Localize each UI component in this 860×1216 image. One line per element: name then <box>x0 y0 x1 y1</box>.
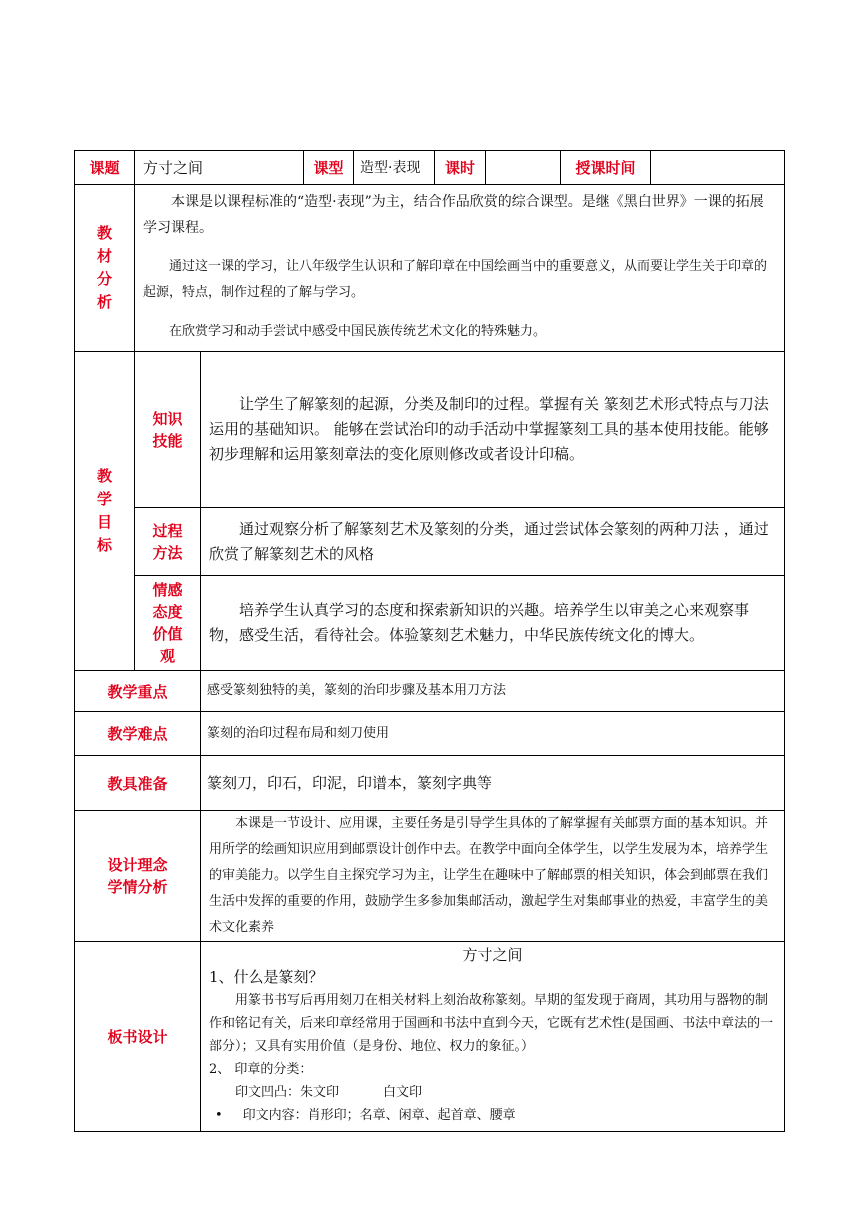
emotion-label-line: 观 <box>159 647 175 665</box>
board-paragraph-1: 用篆书书写后再用刻刀在相关材料上刻治故称篆刻。早期的玺发现于商周，其功用与器物的制作和铭记有关，后来印章经常用于国画和书法中直到今天，它既有艺术性(是国画、书法中章法的一部分）；又具有实用价值（是身份、地位、权力的象征。） <box>209 993 774 1054</box>
objective-emotion-row <box>75 576 785 671</box>
objectives-label-char: 教 <box>96 467 112 485</box>
tools-row <box>75 756 785 811</box>
knowledge-label <box>135 352 201 508</box>
knowledge-text-cell <box>201 352 785 508</box>
board-white-seal: 白文印 <box>383 1085 423 1100</box>
emotion-text: 培养学生认真学习的态度和探索新知识的兴趣。培养学生以审美之心来观察事物，感受生活，看待社会。体验篆刻艺术魅力，中华民族传统文化的博大。 <box>209 601 750 644</box>
process-label-line: 方法 <box>152 543 183 562</box>
board-relief-type: 印文凹凸：朱文印 <box>235 1085 340 1100</box>
board-row <box>75 942 785 1132</box>
difficulties-row <box>75 712 785 756</box>
lesson-plan-table <box>74 150 785 1132</box>
hours-value <box>486 151 561 185</box>
type-value: 造型·表现 <box>354 151 435 185</box>
lesson-plan-document <box>74 150 784 1132</box>
board-content-line <box>209 1104 776 1127</box>
key-points-row <box>75 671 785 712</box>
objective-knowledge-row <box>75 352 785 508</box>
header-row <box>75 151 785 185</box>
bullet-icon: • <box>215 1108 223 1123</box>
board-title: 方寸之间 <box>462 946 523 964</box>
topic-label: 课题 <box>75 151 135 185</box>
type-label: 课型 <box>304 151 354 185</box>
tools-text: 篆刻刀，印石，印泥，印谱本，篆刻字典等 <box>201 756 785 811</box>
analysis-label-char: 教 <box>96 224 112 242</box>
board-label: 板书设计 <box>75 942 201 1132</box>
topic-value: 方寸之间 <box>135 151 304 185</box>
time-label: 授课时间 <box>561 151 651 185</box>
knowledge-label-line: 技能 <box>152 431 183 450</box>
emotion-label-line: 情感 <box>152 581 183 599</box>
key-points-label: 教学重点 <box>75 671 201 712</box>
tools-label: 教具准备 <box>75 756 201 811</box>
design-row <box>75 811 785 942</box>
knowledge-label-line: 知识 <box>152 409 183 428</box>
objective-process-row <box>75 508 785 576</box>
analysis-label-char: 材 <box>96 247 112 265</box>
knowledge-text: 让学生了解篆刻的起源，分类及制印的过程。掌握有关 篆刻艺术形式特点与刀法运用的基础知识。 能够在尝试治印的动手活动中掌握篆刻工具的基本使用技能。能够初步理解和运用篆刻章法的变化原则修改或者设计印稿。 <box>209 395 769 463</box>
key-points-text: 感受篆刻独特的美，篆刻的治印步骤及基本用刀方法 <box>201 671 785 712</box>
difficulties-label: 教学难点 <box>75 712 201 756</box>
analysis-label-char: 分 <box>96 270 112 288</box>
analysis-paragraph: 通过这一课的学习，让八年级学生认识和了解印章在中国绘画当中的重要意义，从而要让学生关于印章的起源，特点，制作过程的了解与学习。 <box>143 259 768 300</box>
design-text: 本课是一节设计、应用课，主要任务是引导学生具体的了解掌握有关邮票方面的基本知识。并用所学的绘画知识应用到邮票设计创作中去。在教学中面向全体学生，以学生发展为本，培养学生的审美能力。以学生自主探究学习为主，让学生在趣味中了解邮票的相关知识，体会到邮票在我们生活中发挥的重要的作用，鼓励学生多参加集邮活动，激起学生对集邮事业的热爱，丰富学生的美术文化素养 <box>209 816 769 935</box>
time-value <box>651 151 785 185</box>
emotion-label <box>135 576 201 671</box>
objectives-label-char: 目 <box>96 513 112 531</box>
analysis-row <box>75 185 785 352</box>
objectives-label-char: 学 <box>96 490 112 508</box>
difficulties-text: 篆刻的治印过程布局和刻刀使用 <box>201 712 785 756</box>
analysis-content <box>135 185 785 352</box>
process-text: 通过观察分析了解篆刻艺术及篆刻的分类，通过尝试体会篆刻的两种刀法 ，通过欣赏了解篆刻艺术的风格 <box>209 519 769 563</box>
design-label-line: 学情分析 <box>107 878 168 896</box>
board-content-types: 印文内容：肖形印；名章、闲章、起首章、腰章 <box>242 1108 516 1123</box>
objectives-label-char: 标 <box>96 536 112 554</box>
hours-label: 课时 <box>435 151 486 185</box>
process-text-cell <box>201 508 785 576</box>
analysis-paragraph: 本课是以课程标准的“造型·表现”为主，结合作品欣赏的综合课型。是继《黑白世界》一课的拓展学习课程。 <box>143 194 764 236</box>
board-question-2: 2、 印章的分类： <box>209 1062 313 1077</box>
board-question-1: 1、什么是篆刻？ <box>209 968 324 986</box>
board-content <box>201 942 785 1132</box>
process-label <box>135 508 201 576</box>
objectives-label <box>75 352 135 671</box>
emotion-label-line: 价值 <box>152 625 183 643</box>
design-label-line: 设计理念 <box>107 856 168 874</box>
analysis-paragraph: 在欣赏学习和动手尝试中感受中国民族传统艺术文化的特殊魅力。 <box>169 324 547 339</box>
design-text-cell <box>201 811 785 942</box>
analysis-label <box>75 185 135 352</box>
process-label-line: 过程 <box>152 521 183 540</box>
design-label <box>75 811 201 942</box>
board-classification-line <box>209 1081 776 1104</box>
emotion-label-line: 态度 <box>152 603 183 621</box>
analysis-label-char: 析 <box>96 293 112 311</box>
emotion-text-cell <box>201 576 785 671</box>
